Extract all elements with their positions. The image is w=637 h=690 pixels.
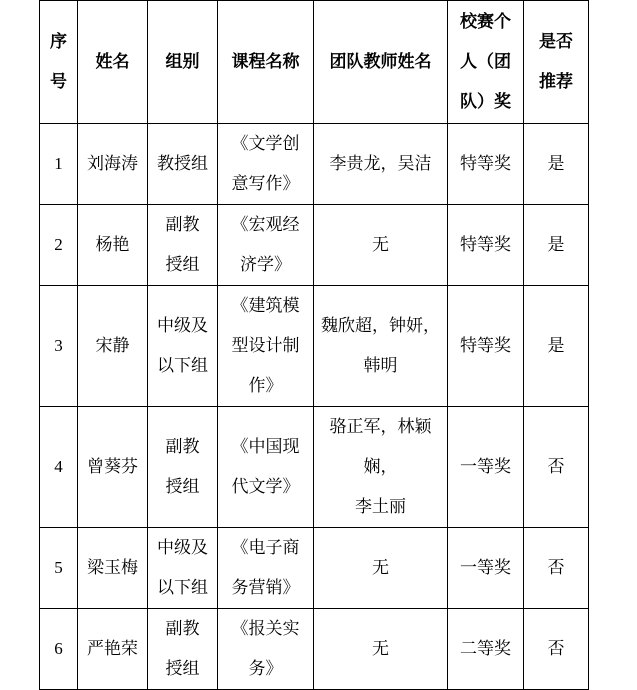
cell-team: 无 [314,609,448,690]
cell-course: 《文学创 意写作》 [218,124,314,205]
cell-team: 无 [314,528,448,609]
cell-course: 《中国现 代文学》 [218,407,314,528]
cell-no: 4 [40,407,78,528]
cell-course: 《电子商 务营销》 [218,528,314,609]
cell-group: 副教 授组 [148,407,218,528]
cell-group: 教授组 [148,124,218,205]
cell-no: 1 [40,124,78,205]
table-header-row [40,1,589,124]
cell-award: 特等奖 [448,124,524,205]
table-row [40,205,589,286]
cell-name: 严艳荣 [78,609,148,690]
cell-award: 一等奖 [448,407,524,528]
cell-team: 无 [314,205,448,286]
header-course-name: 课程名称 [218,1,314,124]
cell-course: 《建筑模 型设计制 作》 [218,286,314,407]
cell-group: 中级及 以下组 [148,286,218,407]
cell-recommend: 是 [524,286,589,407]
cell-team: 骆正军，林颖娴， 李土丽 [314,407,448,528]
header-serial-number: 序 号 [40,1,78,124]
cell-group: 副教 授组 [148,609,218,690]
cell-recommend: 否 [524,609,589,690]
cell-group: 副教 授组 [148,205,218,286]
cell-name: 刘海涛 [78,124,148,205]
cell-course: 《宏观经 济学》 [218,205,314,286]
cell-award: 一等奖 [448,528,524,609]
cell-recommend: 否 [524,528,589,609]
header-name: 姓名 [78,1,148,124]
award-table [39,0,589,690]
table-row [40,407,589,528]
cell-award: 二等奖 [448,609,524,690]
table-row [40,124,589,205]
cell-name: 杨艳 [78,205,148,286]
header-recommend: 是否 推荐 [524,1,589,124]
cell-group: 中级及 以下组 [148,528,218,609]
table-row [40,528,589,609]
cell-name: 宋静 [78,286,148,407]
cell-course: 《报关实 务》 [218,609,314,690]
cell-no: 2 [40,205,78,286]
table-row [40,286,589,407]
cell-recommend: 否 [524,407,589,528]
cell-team: 李贵龙，吴洁 [314,124,448,205]
cell-recommend: 是 [524,124,589,205]
header-group: 组别 [148,1,218,124]
cell-no: 5 [40,528,78,609]
cell-award: 特等奖 [448,205,524,286]
cell-award: 特等奖 [448,286,524,407]
header-team-teachers: 团队教师姓名 [314,1,448,124]
cell-no: 3 [40,286,78,407]
cell-recommend: 是 [524,205,589,286]
cell-no: 6 [40,609,78,690]
cell-name: 梁玉梅 [78,528,148,609]
header-award: 校赛个 人（团 队）奖 [448,1,524,124]
table-row [40,609,589,690]
cell-name: 曾葵芬 [78,407,148,528]
cell-team: 魏欣超，钟妍， 韩明 [314,286,448,407]
